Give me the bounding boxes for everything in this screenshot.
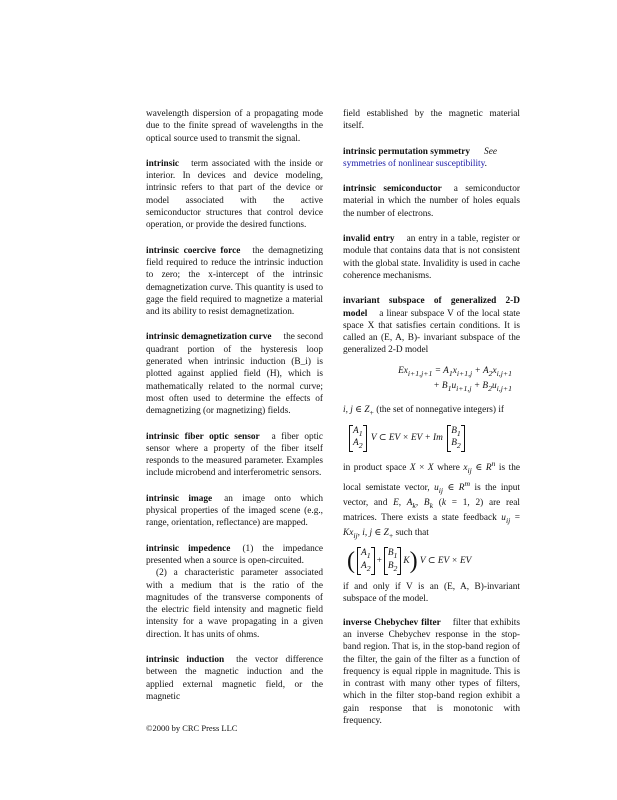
entry-term: intrinsic image [146, 493, 213, 504]
entry-term: intrinsic fiber optic sensor [146, 431, 260, 442]
entry-inverse-chebychev-filter [343, 617, 520, 728]
entry-definition: a linear subspace V of the local state space X that satisfies certain conditions. It is called an (E, A, B)- invariant subspace of the generalized 2-D model [343, 308, 520, 356]
entry-definition: the vector difference between the magnetic induction and the applied external magnetic field, or the magnetic [146, 654, 323, 702]
matrix-a: $A_1$ $A_2$ [349, 425, 367, 453]
entry-invariant-subspace [343, 295, 520, 605]
entry-intrinsic-permutation-symmetry [343, 146, 520, 171]
right-column [343, 108, 520, 740]
entry-definition: filter that exhibits an inverse Chebychev response in the stop-band region. That is, in the stop-band region of the filter, the gain of the filter as a function of frequency is equal ripple in magnitude. This is in contrast with many other types of filters, which in the filter stop-band region exhibit a gain response that is monotonic with frequency. [343, 617, 520, 726]
entry-term: invariant subspace of generalized 2-D model [343, 296, 520, 319]
entry-term: invalid entry [343, 234, 395, 245]
entry-intrinsic-impedence [146, 543, 323, 641]
matrix-b: $B_1$ $B_2$ [447, 425, 465, 453]
entry-intrinsic-coercive-force [146, 245, 323, 319]
see-label: See [484, 146, 497, 157]
entry-term: intrinsic impedence [146, 543, 231, 554]
equation-line-1: $Ex_{i+1,j+1} = A_1x_{i+1,j} + A_2x_{i,j+1}$ [398, 365, 512, 378]
matrix-condition-2: ( $A_1$ $A_2$ + $B_1$ $B_2$ K ) V ⊂ EV × EV [347, 548, 472, 575]
iff-text: if and only if V is an (E, A, B)-invariant subspace of the model. [343, 582, 520, 605]
entry-intrinsic-induction [146, 654, 323, 703]
entry-term: intrinsic [146, 158, 180, 169]
entry-definition: a fiber optic sensor where a property of the fiber itself responds to the measured parameter. Examples include microbend and interferometric sensors. [146, 431, 323, 479]
entry-definition: (1) the impedance presented when a source is open-circuited. [146, 543, 323, 566]
condition-text: i, j ∈ $Z_+$ (the set of nonnegative integers) if [343, 405, 505, 418]
matrix-condition-1: $A_1$ $A_2$ V ⊂ EV × EV + Im $B_1$ $B_2$ [347, 425, 520, 453]
equation-line-2: + $B_1u_{i+1,j} + B_2u_{i,j+1}$ [433, 380, 512, 393]
entry-term: intrinsic induction [146, 654, 225, 665]
entry-intrinsic-demagnetization-curve [146, 331, 323, 417]
entry-term: intrinsic semiconductor [343, 184, 442, 195]
entry-term: intrinsic permutation symmetry [343, 146, 471, 157]
entry-intrinsic-image [146, 493, 323, 530]
copyright-footer: ©2000 by CRC Press LLC [146, 723, 238, 733]
entry-definition: term associated with the inside or interior. In devices and device modeling, intrinsic refers to that part of the device or model associated with the active semiconductor structures that control device operation, or provide the desired functions. [146, 158, 323, 231]
entry-definition: a semiconductor material in which the number of holes equals the number of electrons. [343, 184, 520, 219]
entry-definition-part2: (2) a characteristic parameter associated with a medium that is the ratio of the magnitudes of the transverse components of the electric field intensity and magnetic field intensity for a wave propagating in a given direction. It has units of ohms. [146, 568, 323, 640]
left-column [146, 108, 323, 716]
entry-term: intrinsic demagnetization curve [146, 332, 272, 343]
punctuation: . [484, 158, 487, 169]
matrix-b: $B_1$ $B_2$ [384, 547, 402, 575]
matrix-a: $A_1$ $A_2$ [357, 547, 375, 575]
state-equation [343, 365, 520, 395]
entry-intrinsic-semiconductor [343, 183, 520, 220]
entry-invalid-entry [343, 233, 520, 282]
cross-reference-link[interactable]: symmetries of nonlinear susceptibility [343, 158, 485, 169]
entry-term: intrinsic coercive force [146, 245, 241, 256]
entry-intrinsic [146, 158, 323, 232]
entry-definition: an image onto which physical properties of the imaged scene (e.g., range, orientation, reflectance) are mapped. [146, 493, 323, 529]
continuation-text: wavelength dispersion of a propagating mode due to the finite spread of wavelengths in the optical source used to transmit the signal. [146, 109, 323, 144]
entry-term: inverse Chebychev filter [343, 617, 441, 628]
continuation-text: field established by the magnetic material itself. [343, 109, 520, 132]
entry-definition: the demagnetizing field required to reduce the intrinsic induction to zero; the x-intercept of the intrinsic demagnetization curve. This quantity is used to gage the field required to magnetize a material and its ability to resist demagnetization. [146, 245, 323, 318]
entry-definition: the second quadrant portion of the hysteresis loop generated when intrinsic induction (B_i) is plotted against applied field (H), which is mathematically related to the normal curve; most often used to determine the effects of demagnetizing (or magnetizing) fields. [146, 332, 323, 417]
entry-definition: an entry in a table, register or module that contains data that is not consistent with the global state. Invalidity is used in cache coherence mechanisms. [343, 234, 520, 281]
product-space-text: in product space X × X where $x_{ij}$ ∈ $R^n$ is the local semistate vector, $u_{ij}$ ∈ $R^m$ is the input vector, and E, $A_k$, $B_k$ (k = 1, 2) are real matrices. There exists a state feedback $u_{ij} = Kx_{ij}$, i, j ∈ $Z_+$ such that [343, 459, 521, 541]
entry-intrinsic-fiber-optic-sensor [146, 431, 323, 480]
